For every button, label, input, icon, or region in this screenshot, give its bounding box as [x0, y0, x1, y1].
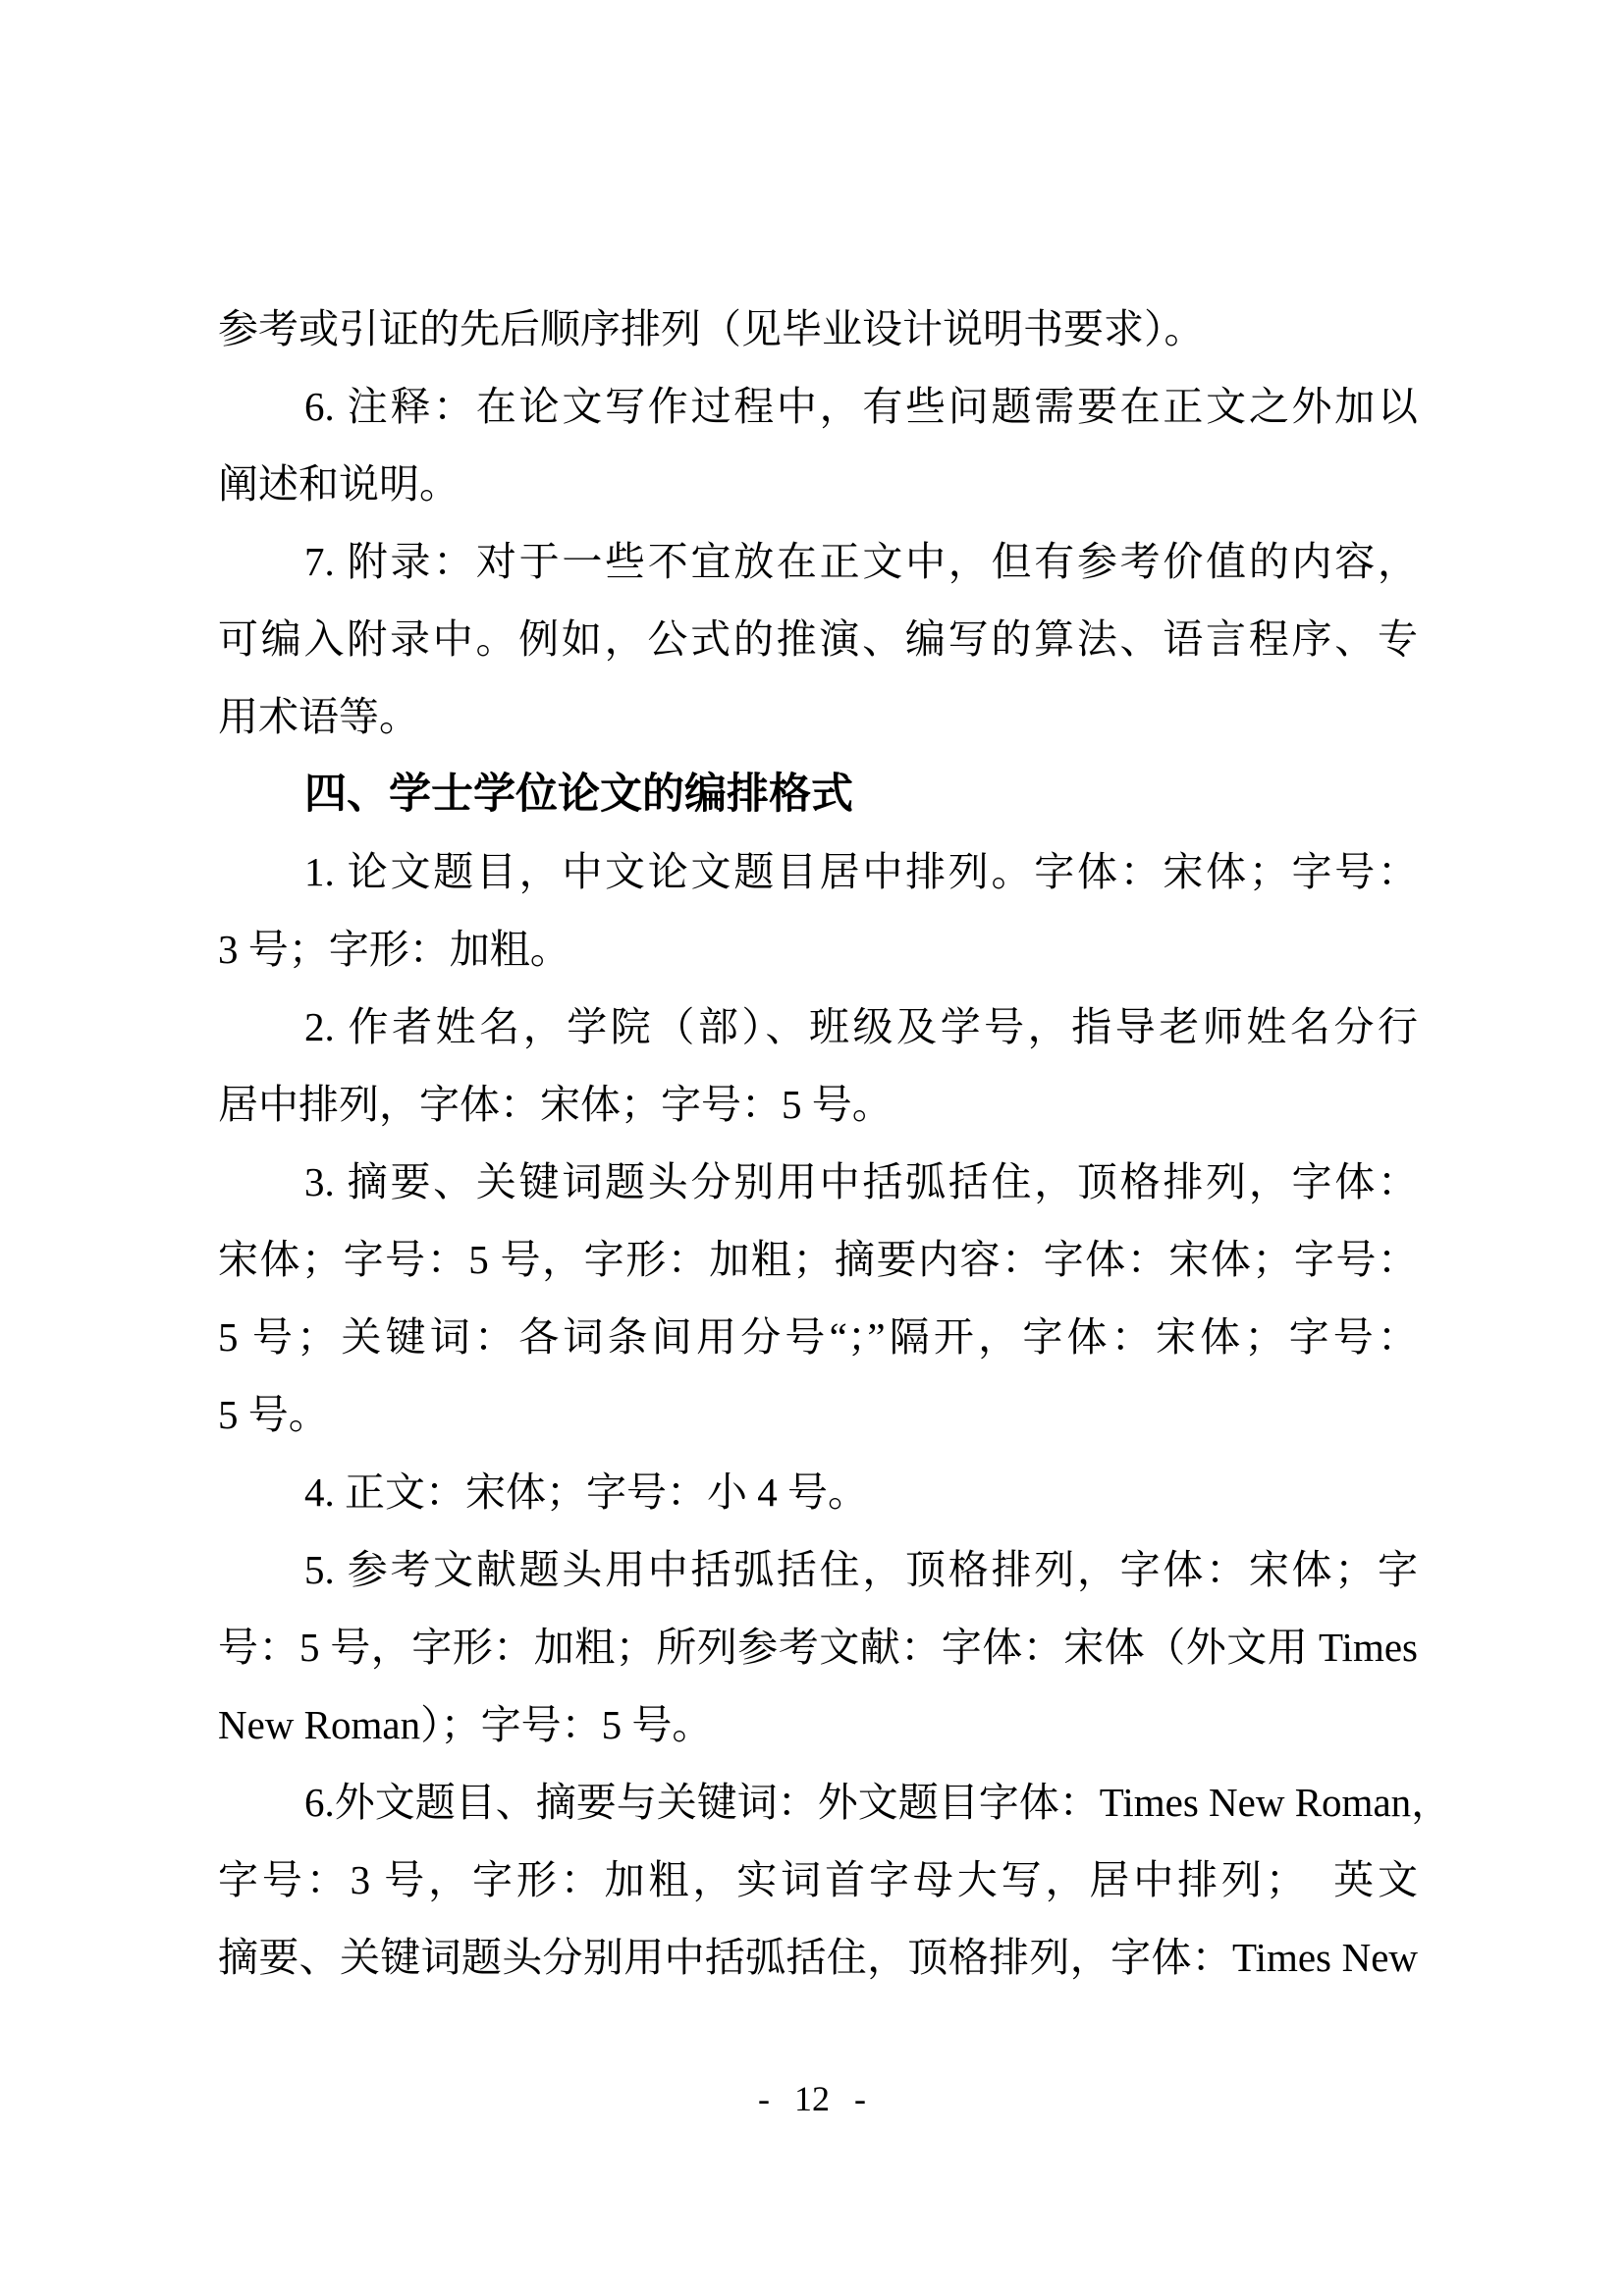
text-line: 字号：3 号，字形：加粗，实词首字母大写，居中排列； 英文 [218, 1857, 1418, 1902]
text-line: 可编入附录中。例如，公式的推演、编写的算法、语言程序、专 [218, 616, 1418, 662]
text-line: 4. 正文：宋体；字号：小 4 号。 [304, 1469, 868, 1515]
text-line: 6. 注释：在论文写作过程中，有些问题需要在正文之外加以 [304, 384, 1418, 429]
text-line: 3. 摘要、关键词题头分别用中括弧括住，顶格排列，字体： [304, 1159, 1418, 1204]
text-line: 居中排列，字体：宋体；字号：5 号。 [218, 1082, 893, 1127]
text-line: 宋体；字号：5 号，字形：加粗；摘要内容：字体：宋体；字号： [218, 1237, 1418, 1282]
text-line: 2. 作者姓名，学院（部）、班级及学号，指导老师姓名分行 [304, 1004, 1418, 1049]
text-line: 摘要、关键词题头分别用中括弧括住，顶格排列，字体：Times New [218, 1935, 1418, 1980]
text-line: 6.外文题目、摘要与关键词：外文题目字体：Times New Roman， [304, 1780, 1452, 1825]
text-line: 7. 附录：对于一些不宜放在正文中，但有参考价值的内容， [304, 539, 1418, 584]
text-line: New Roman）；字号：5 号。 [218, 1702, 713, 1747]
document-body [218, 291, 1452, 1997]
text-line: 5. 参考文献题头用中括弧括住，顶格排列，字体：宋体；字 [304, 1547, 1418, 1592]
text-line: 用术语等。 [218, 694, 419, 739]
text-line: 5 号；关键词：各词条间用分号“；”隔开，字体：宋体；字号： [218, 1314, 1418, 1360]
section-heading: 四、学士学位论文的编排格式 [304, 771, 853, 818]
page-number: - 12 - [758, 2079, 866, 2118]
text-line: 1. 论文题目，中文论文题目居中排列。字体：宋体；字号： [304, 849, 1418, 894]
text-line: 号：5 号，字形：加粗；所列参考文献：字体：宋体（外文用 Times [218, 1625, 1418, 1670]
text-line: 阐述和说明。 [218, 461, 460, 507]
text-line: 参考或引证的先后顺序排列（见毕业设计说明书要求）。 [218, 306, 1205, 351]
text-line: 5 号。 [218, 1392, 329, 1437]
text-line: 3 号；字形：加粗。 [218, 927, 570, 972]
